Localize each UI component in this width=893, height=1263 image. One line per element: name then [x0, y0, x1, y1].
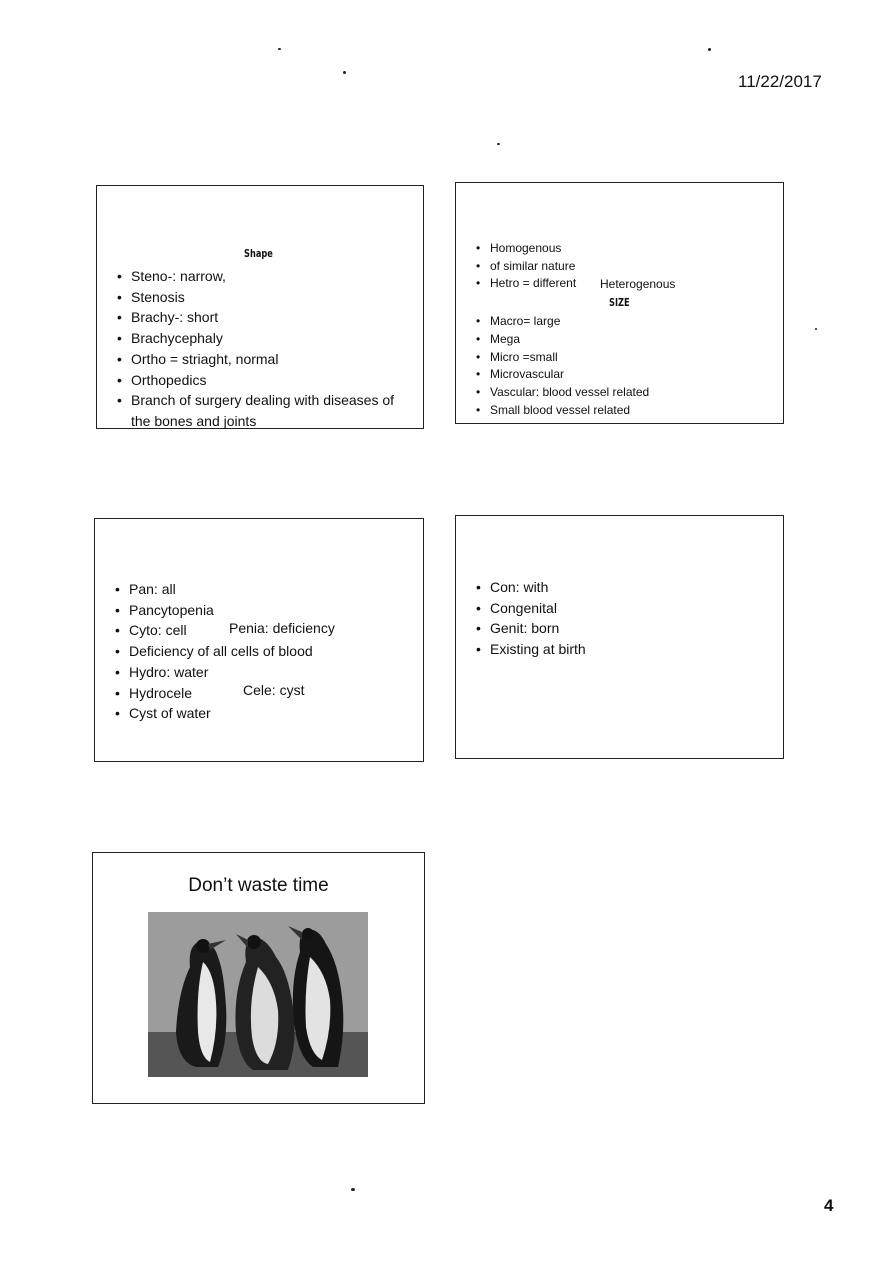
list-item: • Homogenous: [476, 240, 776, 258]
list-item: • Stenosis: [117, 287, 417, 308]
list-item: • Cyto: cell: [115, 620, 415, 641]
slide-bullet-list: [476, 577, 776, 660]
list-item: • Ortho = striaght, normal: [117, 349, 417, 370]
scan-speck: [497, 143, 500, 145]
slide-bullet-list: [115, 579, 415, 724]
list-item: • Micro =small: [476, 349, 776, 367]
slide-bullet-list: [117, 266, 417, 432]
slide-heading-shape: Shape: [244, 247, 273, 260]
print-date: 11/22/2017: [738, 72, 822, 91]
page-number: 4: [824, 1196, 834, 1215]
list-item: • Genit: born: [476, 618, 776, 639]
list-item: • Steno-: narrow,: [117, 266, 417, 287]
scan-speck: [343, 71, 346, 74]
scan-speck: [278, 48, 281, 50]
list-item: • Small blood vessel related: [476, 402, 776, 420]
penguins-image: [148, 912, 368, 1077]
slide-title: Don’t waste time: [188, 875, 329, 896]
list-item: • Existing at birth: [476, 639, 776, 660]
list-item: • Hydrocele: [115, 683, 415, 704]
list-item: • Con: with: [476, 577, 776, 598]
heterogenous-label: Heterogenous: [600, 277, 676, 291]
cele-label: Cele: cyst: [243, 682, 305, 698]
list-item: • Mega: [476, 331, 776, 349]
list-item: • Pancytopenia: [115, 600, 415, 621]
list-item: • Congenital: [476, 598, 776, 619]
slide-bullet-list: [476, 313, 776, 420]
list-item: • Brachycephaly: [117, 328, 417, 349]
list-item: • Orthopedics: [117, 370, 417, 391]
slide-shape: [96, 185, 424, 429]
scan-speck: [708, 48, 711, 51]
list-item: • Vascular: blood vessel related: [476, 384, 776, 402]
list-item: • Macro= large: [476, 313, 776, 331]
list-item: • Brachy-: short: [117, 307, 417, 328]
slide-size: [455, 182, 784, 424]
list-item: • Microvascular: [476, 366, 776, 384]
list-item: • Deficiency of all cells of blood: [115, 641, 415, 662]
slide-congenital: [455, 515, 784, 759]
list-item: • Branch of surgery dealing with diseases of the bones and joints: [117, 390, 417, 431]
penia-label: Penia: deficiency: [229, 620, 335, 636]
list-item: • Pan: all: [115, 579, 415, 600]
slide-heading-size: SIZE: [609, 296, 630, 309]
slide-dont-waste-time: [92, 852, 425, 1104]
list-item: • Cyst of water: [115, 703, 415, 724]
list-item: • Hydro: water: [115, 662, 415, 683]
scan-speck: [351, 1188, 355, 1191]
slide-pancytopenia: [94, 518, 424, 762]
list-item: • Hetro = different: [476, 275, 776, 293]
list-item: • of similar nature: [476, 258, 776, 276]
scan-speck: [815, 328, 817, 330]
